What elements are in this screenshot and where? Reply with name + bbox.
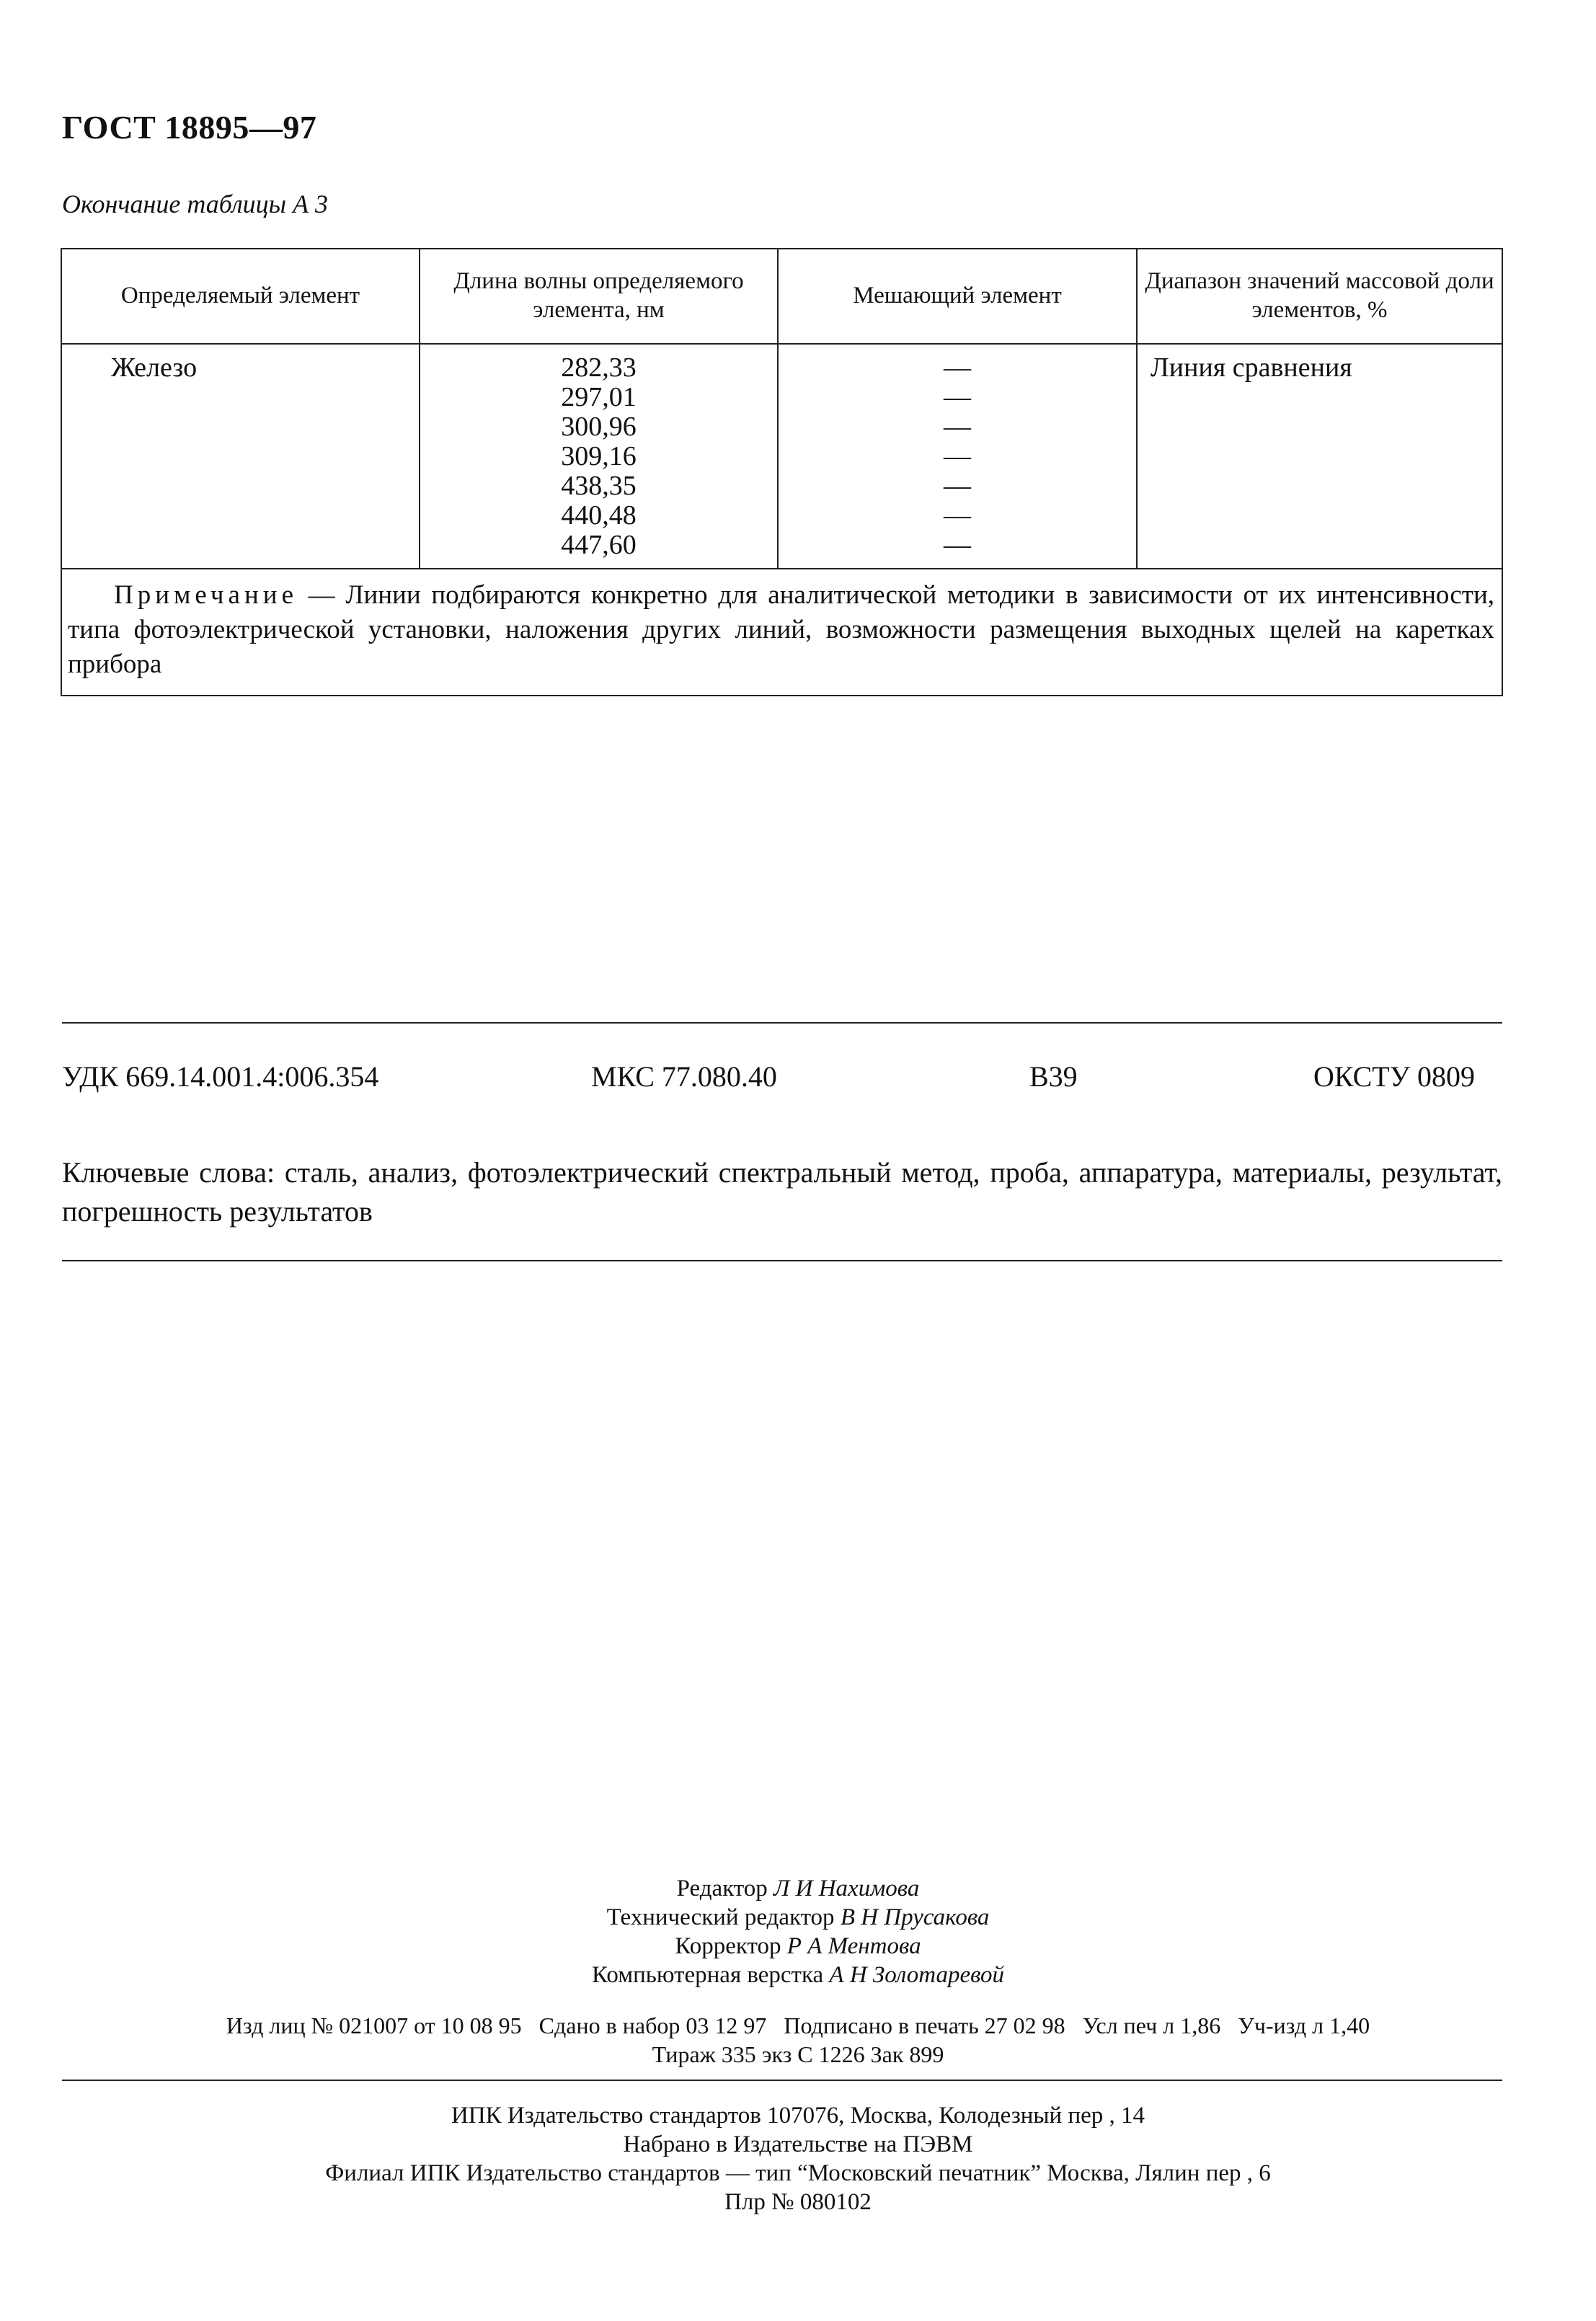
interfering-value: — [944, 352, 971, 383]
interfering-value: — [944, 471, 971, 501]
publisher-line: Филиал ИПК Издательство стандартов — тип “Московский печатник” Москва, Лялин пер , 6 [325, 2160, 1271, 2186]
note-label: Примечание [114, 580, 298, 610]
wavelength-value: 438,35 [561, 471, 637, 501]
credits-block [0, 1874, 1596, 2069]
wavelength-value: 440,48 [561, 500, 637, 531]
layout-label: Компьютерная верстка [592, 1962, 824, 1988]
range-value: Линия сравнения [1151, 352, 1352, 383]
table-header-row [61, 249, 1502, 344]
interfering-value: — [944, 441, 971, 471]
column-header-interfering: Мешающий элемент [778, 249, 1137, 344]
table-row [61, 344, 1502, 569]
interfering-value: — [944, 500, 971, 531]
publisher-line: ИПК Издательство стандартов 107076, Москва, Колодезный пер , 14 [451, 2103, 1145, 2129]
wavelength-value: 300,96 [561, 412, 637, 442]
note-text: — Линии подбираются конкретно для аналитической методики в зависимости от их интенсивности, типа фотоэлектрической установки, наложения других линий, возможности размещения выходных щелей на каретках прибора [68, 580, 1494, 679]
divider [62, 2080, 1502, 2081]
keywords: Ключевые слова: сталь, анализ, фотоэлектрический спектральный метод, проба, аппаратура, материалы, результат, погрешность результатов [62, 1156, 1502, 1228]
column-header-element: Определяемый элемент [61, 249, 420, 344]
wavelength-value: 282,33 [561, 352, 637, 383]
okstu-code: ОКСТУ 0809 [1313, 1060, 1476, 1093]
tech-editor-label: Технический редактор [606, 1904, 835, 1930]
editor-line [0, 1874, 1596, 1903]
corrector-name: Р А Ментова [786, 1933, 921, 1959]
imprint-line: Изд лиц № 021007 от 10 08 95 Сдано в набор 03 12 97 Подписано в печать 27 02 98 Усл печ л 1,86 Уч-изд л 1,40 [226, 2012, 1370, 2038]
group-code: В39 [1029, 1060, 1078, 1093]
layout-name: А Н Золотаревой [829, 1962, 1004, 1988]
table-caption: Окончание таблицы А 3 [62, 190, 329, 218]
imprint-line: Тираж 335 экз С 1226 Зак 899 [652, 2041, 944, 2067]
wavelength-cell [420, 344, 778, 569]
publisher-line: Плр № 080102 [724, 2189, 872, 2215]
interfering-value: — [944, 412, 971, 442]
tech-editor-line [0, 1903, 1596, 1932]
publisher-line: Набрано в Издательстве на ПЭВМ [623, 2131, 973, 2157]
document-id: ГОСТ 18895—97 [62, 109, 317, 146]
editor-label: Редактор [676, 1876, 768, 1901]
tech-editor-name: В Н Прусакова [840, 1904, 990, 1930]
element-name: Железо [111, 352, 198, 383]
corrector-label: Корректор [675, 1933, 781, 1959]
interfering-cell [778, 344, 1137, 569]
interfering-value: — [944, 530, 971, 560]
udk-code: УДК 669.14.001.4:006.354 [62, 1060, 379, 1093]
editor-name: Л И Нахимова [773, 1876, 920, 1901]
column-header-range: Диапазон значений массовой доли элементов, % [1137, 249, 1502, 344]
divider [62, 1260, 1502, 1261]
column-header-wavelength: Длина волны определяемого элемента, нм [420, 249, 778, 344]
note-row [61, 569, 1502, 696]
interfering-value: — [944, 382, 971, 412]
wavelength-value: 297,01 [561, 382, 637, 412]
layout-line [0, 1961, 1596, 1989]
publisher-block [0, 2101, 1596, 2216]
divider [62, 1022, 1502, 1024]
range-cell [1137, 344, 1502, 569]
corrector-line [0, 1932, 1596, 1961]
mks-code: МКС 77.080.40 [591, 1060, 777, 1093]
element-cell [61, 344, 420, 569]
wavelength-value: 447,60 [561, 530, 637, 560]
wavelength-value: 309,16 [561, 441, 637, 471]
table-note [61, 569, 1502, 696]
lines-table [61, 248, 1503, 696]
